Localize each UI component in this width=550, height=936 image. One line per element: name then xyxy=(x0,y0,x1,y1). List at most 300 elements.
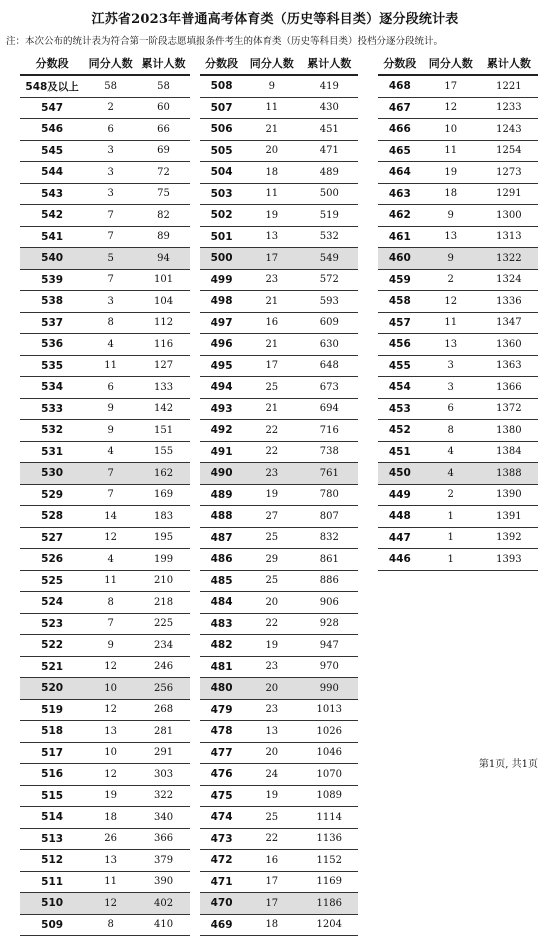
score-range-cell: 501 xyxy=(200,226,243,248)
same-score-count-cell: 23 xyxy=(243,656,300,678)
same-score-count-cell: 11 xyxy=(422,140,480,162)
table-row xyxy=(200,463,358,485)
same-score-count-cell: 16 xyxy=(243,312,300,334)
cumulative-count-cell: 1360 xyxy=(480,334,538,356)
cumulative-count-cell: 1391 xyxy=(480,506,538,528)
same-score-count-cell: 13 xyxy=(243,721,300,743)
same-score-count-cell: 23 xyxy=(243,699,300,721)
table-row xyxy=(200,248,358,270)
cumulative-count-cell: 1013 xyxy=(301,699,358,721)
table-row xyxy=(200,527,358,549)
score-range-cell: 468 xyxy=(378,75,422,97)
same-score-count-cell: 12 xyxy=(422,291,480,313)
table-row xyxy=(378,97,538,119)
score-range-cell: 454 xyxy=(378,377,422,399)
table-row xyxy=(20,291,190,313)
table-row xyxy=(200,162,358,184)
score-range-cell: 450 xyxy=(378,463,422,485)
table-row xyxy=(378,484,538,506)
table-row xyxy=(200,291,358,313)
score-range-cell: 469 xyxy=(200,914,243,936)
table-row xyxy=(200,334,358,356)
same-score-count-cell: 29 xyxy=(243,549,300,571)
table-row xyxy=(200,871,358,893)
same-score-count-cell: 27 xyxy=(243,506,300,528)
table-row xyxy=(20,398,190,420)
score-range-cell: 465 xyxy=(378,140,422,162)
score-range-cell: 510 xyxy=(20,893,84,915)
same-score-count-cell: 16 xyxy=(243,850,300,872)
score-range-cell: 517 xyxy=(20,742,84,764)
table-row xyxy=(378,226,538,248)
cumulative-count-cell: 906 xyxy=(301,592,358,614)
score-range-cell: 505 xyxy=(200,140,243,162)
score-range-cell: 448 xyxy=(378,506,422,528)
table-row xyxy=(20,484,190,506)
table-row xyxy=(200,721,358,743)
same-score-count-cell: 18 xyxy=(243,914,300,936)
cumulative-count-cell: 1026 xyxy=(301,721,358,743)
score-range-cell: 459 xyxy=(378,269,422,291)
same-score-count-cell: 13 xyxy=(84,721,137,743)
score-range-cell: 518 xyxy=(20,721,84,743)
table-row xyxy=(20,850,190,872)
same-score-count-cell: 7 xyxy=(84,269,137,291)
cumulative-count-cell: 142 xyxy=(137,398,190,420)
table-row xyxy=(20,893,190,915)
cumulative-count-cell: 1366 xyxy=(480,377,538,399)
score-range-cell: 466 xyxy=(378,119,422,141)
cumulative-count-cell: 928 xyxy=(301,613,358,635)
table-row xyxy=(20,871,190,893)
table-row xyxy=(200,613,358,635)
same-score-count-cell: 19 xyxy=(243,785,300,807)
cumulative-count-cell: 379 xyxy=(137,850,190,872)
same-score-count-cell: 22 xyxy=(243,828,300,850)
cumulative-count-cell: 94 xyxy=(137,248,190,270)
table-row xyxy=(20,420,190,442)
score-range-cell: 455 xyxy=(378,355,422,377)
table-row xyxy=(378,162,538,184)
cumulative-count-cell: 281 xyxy=(137,721,190,743)
score-range-cell: 453 xyxy=(378,398,422,420)
same-score-count-cell: 3 xyxy=(422,377,480,399)
cumulative-count-cell: 199 xyxy=(137,549,190,571)
table-row xyxy=(20,742,190,764)
score-range-cell: 513 xyxy=(20,828,84,850)
cumulative-count-cell: 1313 xyxy=(480,226,538,248)
score-range-cell: 490 xyxy=(200,463,243,485)
score-range-cell: 467 xyxy=(378,97,422,119)
same-score-count-cell: 7 xyxy=(84,463,137,485)
header-cumulative-count: 累计人数 xyxy=(480,52,538,75)
score-range-cell: 540 xyxy=(20,248,84,270)
cumulative-count-cell: 1347 xyxy=(480,312,538,334)
same-score-count-cell: 2 xyxy=(422,484,480,506)
same-score-count-cell: 11 xyxy=(84,871,137,893)
cumulative-count-cell: 532 xyxy=(301,226,358,248)
table-note: 注：本次公布的统计表为符合第一阶段志愿填报条件考生的体育类（历史等科目类）投档分逐分段统计。 xyxy=(6,36,444,47)
table-row xyxy=(200,850,358,872)
score-range-cell: 527 xyxy=(20,527,84,549)
same-score-count-cell: 17 xyxy=(243,248,300,270)
same-score-count-cell: 12 xyxy=(84,656,137,678)
score-range-cell: 506 xyxy=(200,119,243,141)
cumulative-count-cell: 738 xyxy=(301,441,358,463)
header-same-score-count: 同分人数 xyxy=(422,52,480,75)
cumulative-count-cell: 1384 xyxy=(480,441,538,463)
header-score-range: 分数段 xyxy=(200,52,243,75)
same-score-count-cell: 19 xyxy=(84,785,137,807)
table-row xyxy=(200,398,358,420)
same-score-count-cell: 4 xyxy=(84,441,137,463)
cumulative-count-cell: 549 xyxy=(301,248,358,270)
table-row xyxy=(200,742,358,764)
page-title: 江苏省2023年普通高考体育类（历史等科目类）逐分段统计表 xyxy=(91,12,459,27)
cumulative-count-cell: 390 xyxy=(137,871,190,893)
header-row xyxy=(200,52,358,75)
cumulative-count-cell: 1046 xyxy=(301,742,358,764)
same-score-count-cell: 2 xyxy=(422,269,480,291)
table-row xyxy=(200,377,358,399)
header-score-range: 分数段 xyxy=(20,52,84,75)
cumulative-count-cell: 1254 xyxy=(480,140,538,162)
same-score-count-cell: 1 xyxy=(422,506,480,528)
table-row xyxy=(200,269,358,291)
table-row xyxy=(200,226,358,248)
header-same-score-count: 同分人数 xyxy=(243,52,300,75)
table-row xyxy=(378,183,538,205)
score-range-cell: 548及以上 xyxy=(20,75,84,97)
score-range-cell: 500 xyxy=(200,248,243,270)
same-score-count-cell: 5 xyxy=(84,248,137,270)
table-row xyxy=(378,377,538,399)
same-score-count-cell: 3 xyxy=(84,140,137,162)
cumulative-count-cell: 183 xyxy=(137,506,190,528)
same-score-count-cell: 22 xyxy=(243,613,300,635)
table-row xyxy=(20,119,190,141)
same-score-count-cell: 11 xyxy=(84,355,137,377)
same-score-count-cell: 3 xyxy=(84,162,137,184)
cumulative-count-cell: 716 xyxy=(301,420,358,442)
same-score-count-cell: 17 xyxy=(243,355,300,377)
table-row xyxy=(378,312,538,334)
table-row xyxy=(200,828,358,850)
cumulative-count-cell: 210 xyxy=(137,570,190,592)
same-score-count-cell: 9 xyxy=(243,75,300,97)
same-score-count-cell: 11 xyxy=(84,570,137,592)
same-score-count-cell: 6 xyxy=(422,398,480,420)
same-score-count-cell: 1 xyxy=(422,549,480,571)
same-score-count-cell: 2 xyxy=(84,97,137,119)
table-row xyxy=(20,699,190,721)
table-row xyxy=(20,613,190,635)
table-row xyxy=(20,140,190,162)
same-score-count-cell: 7 xyxy=(84,613,137,635)
cumulative-count-cell: 430 xyxy=(301,97,358,119)
cumulative-count-cell: 151 xyxy=(137,420,190,442)
same-score-count-cell: 13 xyxy=(84,850,137,872)
cumulative-count-cell: 127 xyxy=(137,355,190,377)
table-row xyxy=(20,828,190,850)
score-range-cell: 514 xyxy=(20,807,84,829)
table-row xyxy=(20,463,190,485)
same-score-count-cell: 7 xyxy=(84,484,137,506)
score-range-cell: 496 xyxy=(200,334,243,356)
table-row xyxy=(200,140,358,162)
cumulative-count-cell: 673 xyxy=(301,377,358,399)
same-score-count-cell: 25 xyxy=(243,527,300,549)
same-score-count-cell: 11 xyxy=(243,97,300,119)
table-row xyxy=(20,592,190,614)
same-score-count-cell: 9 xyxy=(84,398,137,420)
score-range-cell: 449 xyxy=(378,484,422,506)
score-range-cell: 543 xyxy=(20,183,84,205)
cumulative-count-cell: 195 xyxy=(137,527,190,549)
same-score-count-cell: 12 xyxy=(84,527,137,549)
same-score-count-cell: 25 xyxy=(243,807,300,829)
cumulative-count-cell: 58 xyxy=(137,75,190,97)
table-row xyxy=(20,506,190,528)
score-range-cell: 525 xyxy=(20,570,84,592)
cumulative-count-cell: 471 xyxy=(301,140,358,162)
cumulative-count-cell: 832 xyxy=(301,527,358,549)
same-score-count-cell: 11 xyxy=(243,183,300,205)
score-range-cell: 534 xyxy=(20,377,84,399)
score-range-cell: 474 xyxy=(200,807,243,829)
score-range-cell: 479 xyxy=(200,699,243,721)
table-row xyxy=(200,592,358,614)
header-score-range: 分数段 xyxy=(378,52,422,75)
score-range-cell: 446 xyxy=(378,549,422,571)
score-range-cell: 511 xyxy=(20,871,84,893)
score-range-cell: 471 xyxy=(200,871,243,893)
score-table-column-2 xyxy=(200,52,358,936)
score-range-cell: 499 xyxy=(200,269,243,291)
table-row xyxy=(20,721,190,743)
table-row xyxy=(20,635,190,657)
score-range-cell: 524 xyxy=(20,592,84,614)
score-range-cell: 497 xyxy=(200,312,243,334)
table-row xyxy=(378,205,538,227)
table-row xyxy=(378,248,538,270)
same-score-count-cell: 4 xyxy=(422,463,480,485)
score-range-cell: 546 xyxy=(20,119,84,141)
cumulative-count-cell: 268 xyxy=(137,699,190,721)
score-range-cell: 512 xyxy=(20,850,84,872)
score-range-cell: 491 xyxy=(200,441,243,463)
score-range-cell: 542 xyxy=(20,205,84,227)
cumulative-count-cell: 340 xyxy=(137,807,190,829)
cumulative-count-cell: 970 xyxy=(301,656,358,678)
score-range-cell: 460 xyxy=(378,248,422,270)
table-row xyxy=(200,635,358,657)
table-row xyxy=(200,75,358,97)
table-row xyxy=(378,506,538,528)
header-row xyxy=(20,52,190,75)
score-range-cell: 520 xyxy=(20,678,84,700)
cumulative-count-cell: 1363 xyxy=(480,355,538,377)
cumulative-count-cell: 246 xyxy=(137,656,190,678)
table-row xyxy=(378,398,538,420)
score-range-cell: 463 xyxy=(378,183,422,205)
same-score-count-cell: 10 xyxy=(84,742,137,764)
cumulative-count-cell: 162 xyxy=(137,463,190,485)
score-range-cell: 516 xyxy=(20,764,84,786)
cumulative-count-cell: 500 xyxy=(301,183,358,205)
cumulative-count-cell: 303 xyxy=(137,764,190,786)
same-score-count-cell: 7 xyxy=(84,226,137,248)
same-score-count-cell: 10 xyxy=(422,119,480,141)
cumulative-count-cell: 169 xyxy=(137,484,190,506)
same-score-count-cell: 4 xyxy=(84,334,137,356)
same-score-count-cell: 9 xyxy=(422,248,480,270)
table-row xyxy=(200,205,358,227)
same-score-count-cell: 12 xyxy=(422,97,480,119)
same-score-count-cell: 7 xyxy=(84,205,137,227)
score-range-cell: 536 xyxy=(20,334,84,356)
table-row xyxy=(20,312,190,334)
table-row xyxy=(20,570,190,592)
score-range-cell: 545 xyxy=(20,140,84,162)
table-row xyxy=(20,269,190,291)
cumulative-count-cell: 1089 xyxy=(301,785,358,807)
same-score-count-cell: 6 xyxy=(84,119,137,141)
same-score-count-cell: 22 xyxy=(243,441,300,463)
table-row xyxy=(200,570,358,592)
cumulative-count-cell: 593 xyxy=(301,291,358,313)
cumulative-count-cell: 1390 xyxy=(480,484,538,506)
cumulative-count-cell: 1169 xyxy=(301,871,358,893)
cumulative-count-cell: 451 xyxy=(301,119,358,141)
cumulative-count-cell: 72 xyxy=(137,162,190,184)
cumulative-count-cell: 1336 xyxy=(480,291,538,313)
table-row xyxy=(20,441,190,463)
same-score-count-cell: 8 xyxy=(422,420,480,442)
score-range-cell: 515 xyxy=(20,785,84,807)
score-range-cell: 462 xyxy=(378,205,422,227)
score-range-cell: 461 xyxy=(378,226,422,248)
header-cumulative-count: 累计人数 xyxy=(301,52,358,75)
same-score-count-cell: 19 xyxy=(243,484,300,506)
cumulative-count-cell: 489 xyxy=(301,162,358,184)
same-score-count-cell: 21 xyxy=(243,291,300,313)
table-row xyxy=(20,678,190,700)
table-row xyxy=(378,527,538,549)
score-range-cell: 507 xyxy=(200,97,243,119)
score-range-cell: 475 xyxy=(200,785,243,807)
table-row xyxy=(200,355,358,377)
table-row xyxy=(20,355,190,377)
cumulative-count-cell: 886 xyxy=(301,570,358,592)
table-row xyxy=(378,355,538,377)
table-row xyxy=(20,97,190,119)
same-score-count-cell: 3 xyxy=(84,183,137,205)
cumulative-count-cell: 133 xyxy=(137,377,190,399)
score-range-cell: 457 xyxy=(378,312,422,334)
table-row xyxy=(20,75,190,97)
score-range-cell: 485 xyxy=(200,570,243,592)
same-score-count-cell: 21 xyxy=(243,334,300,356)
score-range-cell: 477 xyxy=(200,742,243,764)
cumulative-count-cell: 630 xyxy=(301,334,358,356)
cumulative-count-cell: 1070 xyxy=(301,764,358,786)
page-number: 第1页, 共1页 xyxy=(478,759,538,770)
score-range-cell: 451 xyxy=(378,441,422,463)
score-range-cell: 523 xyxy=(20,613,84,635)
same-score-count-cell: 11 xyxy=(422,312,480,334)
score-range-cell: 528 xyxy=(20,506,84,528)
same-score-count-cell: 26 xyxy=(84,828,137,850)
score-range-cell: 464 xyxy=(378,162,422,184)
cumulative-count-cell: 366 xyxy=(137,828,190,850)
same-score-count-cell: 19 xyxy=(422,162,480,184)
score-range-cell: 480 xyxy=(200,678,243,700)
table-row xyxy=(20,205,190,227)
same-score-count-cell: 20 xyxy=(243,742,300,764)
cumulative-count-cell: 112 xyxy=(137,312,190,334)
score-range-cell: 544 xyxy=(20,162,84,184)
same-score-count-cell: 24 xyxy=(243,764,300,786)
cumulative-count-cell: 1392 xyxy=(480,527,538,549)
score-range-cell: 538 xyxy=(20,291,84,313)
table-row xyxy=(200,678,358,700)
same-score-count-cell: 9 xyxy=(422,205,480,227)
table-row xyxy=(20,183,190,205)
same-score-count-cell: 6 xyxy=(84,377,137,399)
table-row xyxy=(20,248,190,270)
same-score-count-cell: 22 xyxy=(243,420,300,442)
same-score-count-cell: 25 xyxy=(243,570,300,592)
score-range-cell: 458 xyxy=(378,291,422,313)
cumulative-count-cell: 1221 xyxy=(480,75,538,97)
score-range-cell: 521 xyxy=(20,656,84,678)
same-score-count-cell: 1 xyxy=(422,527,480,549)
cumulative-count-cell: 1204 xyxy=(301,914,358,936)
same-score-count-cell: 25 xyxy=(243,377,300,399)
cumulative-count-cell: 69 xyxy=(137,140,190,162)
table-row xyxy=(20,656,190,678)
table-row xyxy=(200,484,358,506)
cumulative-count-cell: 861 xyxy=(301,549,358,571)
cumulative-count-cell: 780 xyxy=(301,484,358,506)
score-range-cell: 494 xyxy=(200,377,243,399)
same-score-count-cell: 4 xyxy=(84,549,137,571)
table-row xyxy=(378,119,538,141)
cumulative-count-cell: 234 xyxy=(137,635,190,657)
same-score-count-cell: 21 xyxy=(243,119,300,141)
table-row xyxy=(378,549,538,571)
score-range-cell: 487 xyxy=(200,527,243,549)
cumulative-count-cell: 1388 xyxy=(480,463,538,485)
cumulative-count-cell: 104 xyxy=(137,291,190,313)
table-row xyxy=(378,75,538,97)
same-score-count-cell: 10 xyxy=(84,678,137,700)
score-range-cell: 484 xyxy=(200,592,243,614)
cumulative-count-cell: 1114 xyxy=(301,807,358,829)
cumulative-count-cell: 1380 xyxy=(480,420,538,442)
cumulative-count-cell: 218 xyxy=(137,592,190,614)
cumulative-count-cell: 694 xyxy=(301,398,358,420)
score-table-column-1 xyxy=(20,52,190,936)
same-score-count-cell: 3 xyxy=(422,355,480,377)
score-range-cell: 472 xyxy=(200,850,243,872)
cumulative-count-cell: 648 xyxy=(301,355,358,377)
cumulative-count-cell: 89 xyxy=(137,226,190,248)
cumulative-count-cell: 1233 xyxy=(480,97,538,119)
score-range-cell: 473 xyxy=(200,828,243,850)
score-range-cell: 531 xyxy=(20,441,84,463)
